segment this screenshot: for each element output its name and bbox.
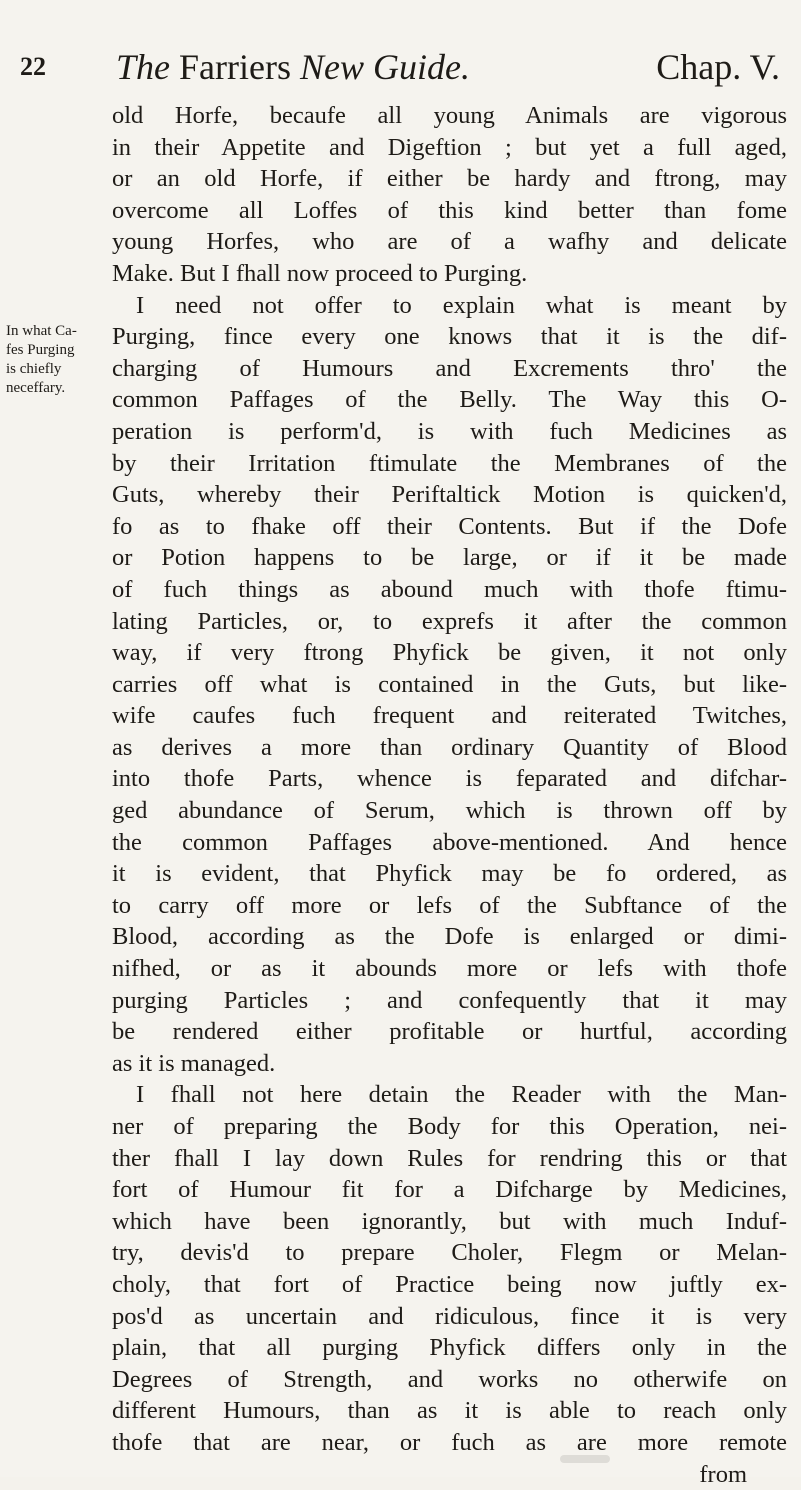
text-line: charging of Humours and Excrements thro' the	[112, 354, 787, 382]
margin-note-line: is chiefly	[6, 361, 62, 377]
text-line: the common Paffages above-mentioned. And hence	[112, 828, 787, 856]
text-line: wife caufes fuch frequent and reiterated Twitches,	[112, 702, 787, 730]
text-line: try, devis'd to prepare Choler, Flegm or Melan-	[112, 1239, 787, 1267]
text-line: plain, that all purging Phyfick differs only in the	[112, 1334, 787, 1362]
text-line: in their Appetite and Digeftion ; but yet a full aged,	[112, 133, 787, 161]
text-line: ner of preparing the Body for this Operation, nei-	[112, 1113, 787, 1140]
running-title-plain: The	[116, 47, 170, 87]
body-text	[112, 100, 787, 1490]
text-line: pos'd as uncertain and ridiculous, fince it is very	[112, 1302, 787, 1330]
margin-note-line: In what Ca-	[6, 323, 77, 339]
text-line: way, if very ftrong Phyfick be given, it not only	[112, 639, 787, 667]
text-line: ther fhall I lay down Rules for rendring this or that	[112, 1144, 787, 1172]
text-line: Blood, according as the Dofe is enlarged or dimi-	[112, 923, 787, 951]
text-line: overcome all Loffes of this kind better than fome	[112, 196, 787, 224]
print-smudge	[560, 1455, 610, 1463]
text-line: carries off what is contained in the Guts, but like-	[112, 670, 787, 698]
page-number: 22	[20, 52, 46, 81]
text-line: I need not offer to explain what is meant by	[136, 291, 787, 319]
text-line: as derives a more than ordinary Quantity of Blood	[112, 733, 787, 761]
text-line: it is evident, that Phyfick may be fo ordered, as	[112, 860, 787, 888]
running-title-mid: Farriers	[170, 47, 300, 87]
text-line: by their Irritation ftimulate the Membranes of the	[112, 449, 787, 477]
text-line: peration is perform'd, is with fuch Medicines as	[112, 417, 787, 445]
text-line: different Humours, than as it is able to reach only	[112, 1397, 787, 1425]
text-line: be rendered either profitable or hurtful, according	[112, 1018, 787, 1046]
text-line: nifhed, or as it abounds more or lefs with thofe	[112, 955, 787, 983]
text-line: fo as to fhake off their Contents. But if the Dofe	[112, 512, 787, 540]
text-line: Guts, whereby their Periftaltick Motion is quicken'd,	[112, 481, 787, 509]
text-line: of fuch things as abound much with thofe ftimu-	[112, 575, 787, 603]
text-line: Purging, fince every one knows that it is the dif-	[112, 323, 787, 351]
text-line: I fhall not here detain the Reader with the Man-	[136, 1081, 787, 1109]
text-line: as it is managed.	[112, 1049, 276, 1077]
text-line: fort of Humour fit for a Difcharge by Medicines,	[112, 1176, 787, 1204]
margin-note-line: fes Purging	[6, 342, 75, 358]
page-header	[20, 47, 790, 102]
running-title	[116, 46, 470, 88]
running-title-italic: New Guide.	[299, 47, 470, 87]
text-line: to carry off more or lefs of the Subftance of the	[112, 891, 787, 919]
text-line: ged abundance of Serum, which is thrown off by	[112, 797, 787, 825]
text-line: thofe that are near, or fuch as are more remote	[112, 1428, 787, 1456]
text-line: young Horfes, who are of a wafhy and delicate	[112, 228, 787, 256]
catchword: from	[699, 1460, 747, 1488]
text-line: into thofe Parts, whence is feparated and difchar-	[112, 765, 787, 793]
margin-note-line: neceffary.	[6, 380, 66, 396]
margin-note	[6, 322, 96, 398]
text-line: or Potion happens to be large, or if it be made	[112, 544, 787, 572]
text-line: lating Particles, or, to exprefs it after the common	[112, 607, 787, 635]
chapter-label: Chap. V.	[656, 47, 780, 87]
text-line: choly, that fort of Practice being now juftly ex-	[112, 1270, 787, 1298]
text-line: Degrees of Strength, and works no otherwife on	[112, 1365, 787, 1393]
text-line: old Horfe, becaufe all young Animals are vigorous	[112, 102, 787, 129]
text-line: Make. But I fhall now proceed to Purging.	[112, 259, 528, 287]
text-line: which have been ignorantly, but with much Induf-	[112, 1207, 787, 1235]
text-line: or an old Horfe, if either be hardy and ftrong, may	[112, 165, 787, 193]
text-line: common Paffages of the Belly. The Way this O-	[112, 386, 787, 414]
text-line: purging Particles ; and confequently that it may	[112, 986, 787, 1014]
